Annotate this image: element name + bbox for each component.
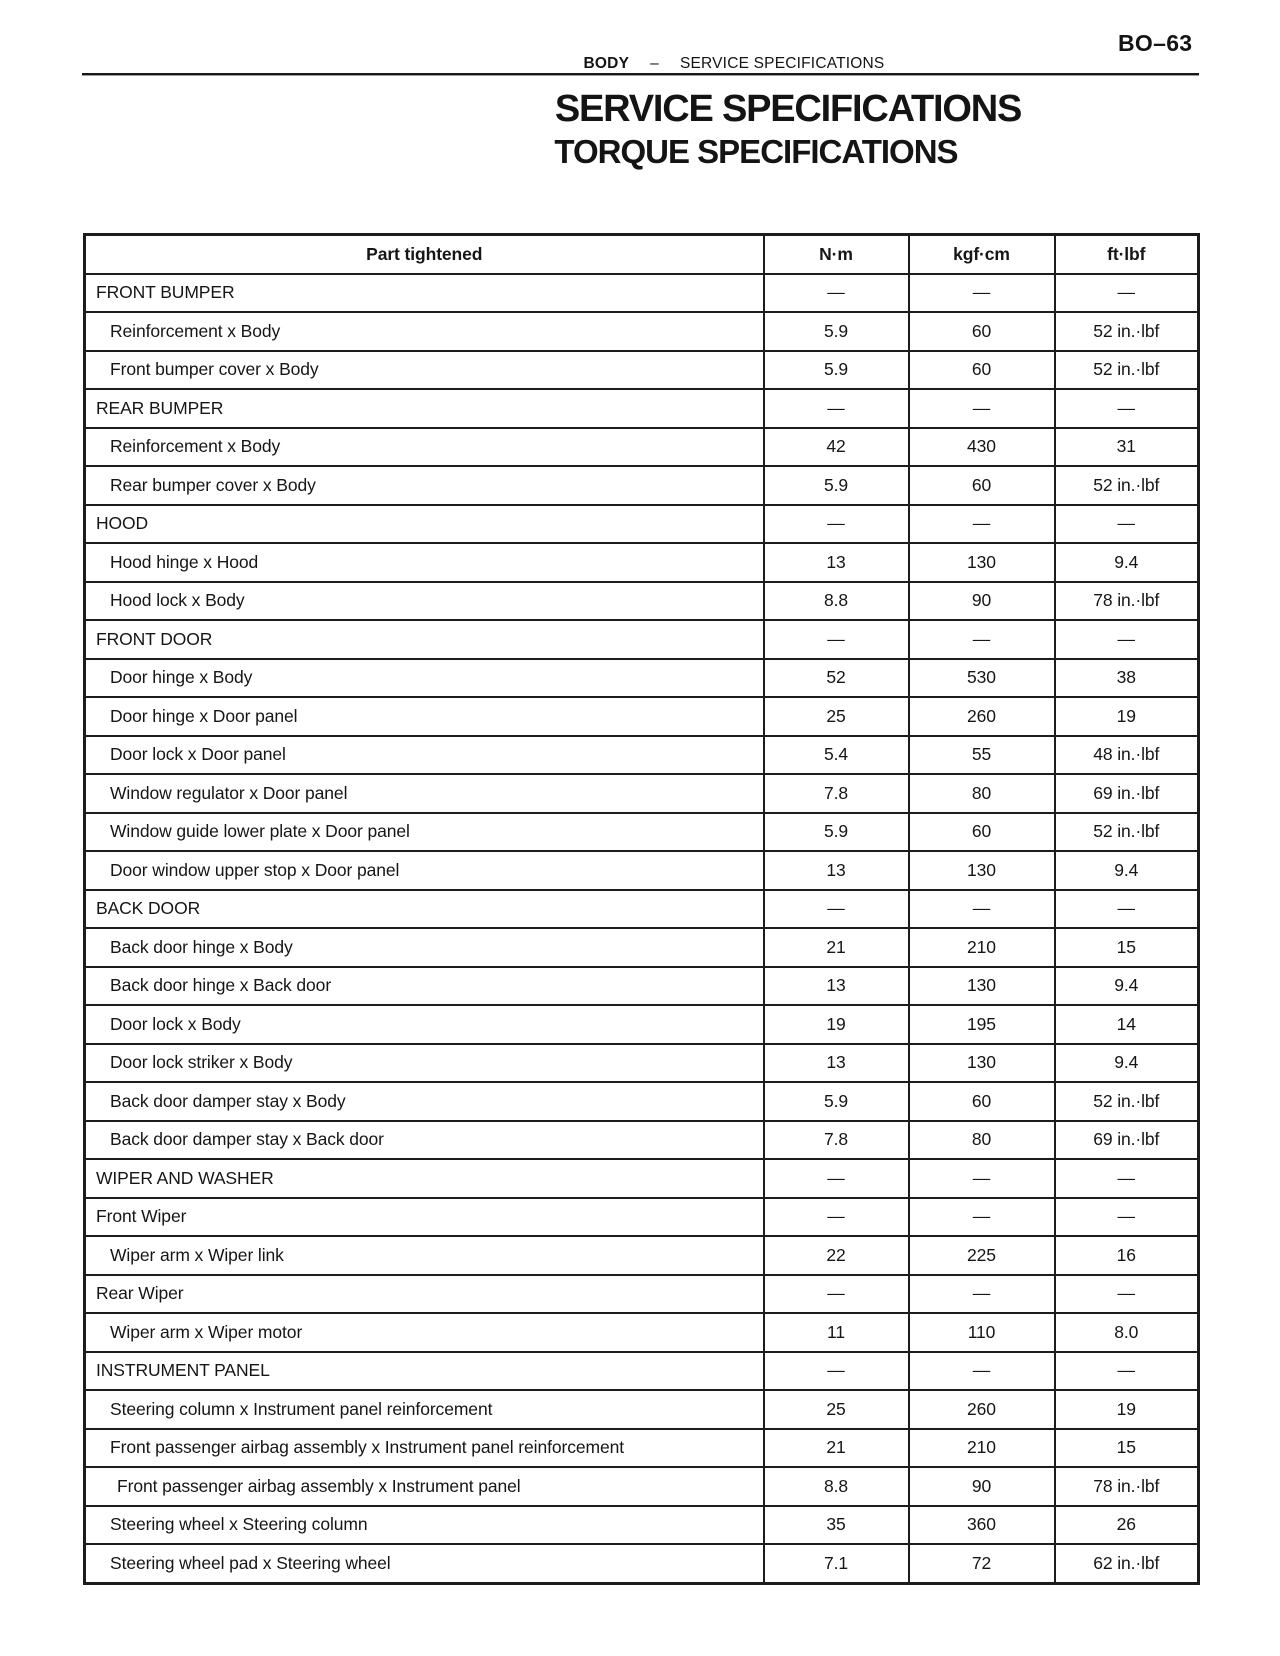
ft-lbf-cell: 69 in.·lbf <box>1055 1121 1199 1160</box>
nm-cell: 8.8 <box>764 582 909 621</box>
ft-lbf-cell: — <box>1055 1275 1199 1314</box>
kgf-cm-cell: 225 <box>909 1236 1055 1275</box>
table-row <box>85 1352 1199 1391</box>
nm-cell: — <box>764 505 909 544</box>
part-cell: Window guide lower plate x Door panel <box>85 813 764 852</box>
ft-lbf-cell: 78 in.·lbf <box>1055 582 1199 621</box>
kgf-cm-cell: 130 <box>909 851 1055 890</box>
nm-cell: 21 <box>764 1429 909 1468</box>
kgf-cm-cell: 130 <box>909 967 1055 1006</box>
table-row <box>85 851 1199 890</box>
kgf-cm-cell: 55 <box>909 736 1055 775</box>
kgf-cm-cell: 110 <box>909 1313 1055 1352</box>
nm-cell: 35 <box>764 1506 909 1545</box>
part-cell: Door lock x Door panel <box>85 736 764 775</box>
nm-cell: 7.1 <box>764 1544 909 1583</box>
ft-lbf-cell: — <box>1055 890 1199 929</box>
header-rule <box>82 73 1199 76</box>
nm-cell: — <box>764 1352 909 1391</box>
column-header-ft-lbf: ft·lbf <box>1055 235 1199 274</box>
part-cell: Door lock striker x Body <box>85 1044 764 1083</box>
nm-cell: 25 <box>764 1390 909 1429</box>
kgf-cm-cell: 260 <box>909 697 1055 736</box>
table-row <box>85 1313 1199 1352</box>
part-cell: Window regulator x Door panel <box>85 774 764 813</box>
kgf-cm-cell: 360 <box>909 1506 1055 1545</box>
ft-lbf-cell: — <box>1055 1159 1199 1198</box>
kgf-cm-cell: 60 <box>909 351 1055 390</box>
table-row <box>85 351 1199 390</box>
kgf-cm-cell: — <box>909 389 1055 428</box>
table-row <box>85 890 1199 929</box>
ft-lbf-cell: 8.0 <box>1055 1313 1199 1352</box>
part-cell: FRONT DOOR <box>85 620 764 659</box>
table-row <box>85 389 1199 428</box>
torque-table-body <box>85 274 1199 1584</box>
column-header-nm: N·m <box>764 235 909 274</box>
part-cell: Rear bumper cover x Body <box>85 466 764 505</box>
nm-cell: 5.9 <box>764 351 909 390</box>
ft-lbf-cell: 69 in.·lbf <box>1055 774 1199 813</box>
table-row <box>85 274 1199 313</box>
breadcrumb <box>584 55 885 73</box>
kgf-cm-cell: — <box>909 1275 1055 1314</box>
part-cell: Reinforcement x Body <box>85 312 764 351</box>
ft-lbf-cell: — <box>1055 505 1199 544</box>
kgf-cm-cell: 210 <box>909 928 1055 967</box>
table-row <box>85 1159 1199 1198</box>
part-cell: Wiper arm x Wiper link <box>85 1236 764 1275</box>
ft-lbf-cell: 52 in.·lbf <box>1055 813 1199 852</box>
kgf-cm-cell: 260 <box>909 1390 1055 1429</box>
kgf-cm-cell: — <box>909 1352 1055 1391</box>
table-row <box>85 813 1199 852</box>
nm-cell: — <box>764 1275 909 1314</box>
kgf-cm-cell: 60 <box>909 312 1055 351</box>
ft-lbf-cell: 9.4 <box>1055 851 1199 890</box>
kgf-cm-cell: — <box>909 1159 1055 1198</box>
part-cell: Front passenger airbag assembly x Instrument panel <box>85 1467 764 1506</box>
kgf-cm-cell: — <box>909 1198 1055 1237</box>
table-row <box>85 774 1199 813</box>
table-row <box>85 466 1199 505</box>
ft-lbf-cell: — <box>1055 1198 1199 1237</box>
nm-cell: — <box>764 1159 909 1198</box>
part-cell: Wiper arm x Wiper motor <box>85 1313 764 1352</box>
kgf-cm-cell: 430 <box>909 428 1055 467</box>
part-cell: Rear Wiper <box>85 1275 764 1314</box>
ft-lbf-cell: 52 in.·lbf <box>1055 466 1199 505</box>
nm-cell: 52 <box>764 659 909 698</box>
nm-cell: 13 <box>764 1044 909 1083</box>
table-row <box>85 1236 1199 1275</box>
ft-lbf-cell: — <box>1055 274 1199 313</box>
ft-lbf-cell: 62 in.·lbf <box>1055 1544 1199 1583</box>
ft-lbf-cell: 52 in.·lbf <box>1055 312 1199 351</box>
breadcrumb-separator: – <box>650 55 659 72</box>
table-row <box>85 967 1199 1006</box>
part-cell: Door lock x Body <box>85 1005 764 1044</box>
part-cell: Front Wiper <box>85 1198 764 1237</box>
ft-lbf-cell: 16 <box>1055 1236 1199 1275</box>
nm-cell: 21 <box>764 928 909 967</box>
breadcrumb-section: BODY <box>583 55 630 72</box>
table-row <box>85 928 1199 967</box>
nm-cell: 5.9 <box>764 813 909 852</box>
table-row <box>85 620 1199 659</box>
part-cell: BACK DOOR <box>85 890 764 929</box>
table-row <box>85 1275 1199 1314</box>
part-cell: Door hinge x Body <box>85 659 764 698</box>
ft-lbf-cell: 38 <box>1055 659 1199 698</box>
table-row <box>85 1544 1199 1583</box>
part-cell: REAR BUMPER <box>85 389 764 428</box>
kgf-cm-cell: 80 <box>909 774 1055 813</box>
nm-cell: 19 <box>764 1005 909 1044</box>
part-cell: WIPER AND WASHER <box>85 1159 764 1198</box>
ft-lbf-cell: — <box>1055 1352 1199 1391</box>
part-cell: Door hinge x Door panel <box>85 697 764 736</box>
table-row <box>85 582 1199 621</box>
kgf-cm-cell: — <box>909 274 1055 313</box>
part-cell: Door window upper stop x Door panel <box>85 851 764 890</box>
kgf-cm-cell: — <box>909 890 1055 929</box>
kgf-cm-cell: 72 <box>909 1544 1055 1583</box>
kgf-cm-cell: — <box>909 620 1055 659</box>
kgf-cm-cell: 195 <box>909 1005 1055 1044</box>
part-cell: Reinforcement x Body <box>85 428 764 467</box>
nm-cell: 8.8 <box>764 1467 909 1506</box>
table-row <box>85 697 1199 736</box>
table-row <box>85 1467 1199 1506</box>
nm-cell: 7.8 <box>764 1121 909 1160</box>
ft-lbf-cell: — <box>1055 389 1199 428</box>
ft-lbf-cell: 31 <box>1055 428 1199 467</box>
table-row <box>85 1390 1199 1429</box>
ft-lbf-cell: 52 in.·lbf <box>1055 1082 1199 1121</box>
part-cell: Hood lock x Body <box>85 582 764 621</box>
part-cell: Back door damper stay x Body <box>85 1082 764 1121</box>
part-cell: Steering wheel pad x Steering wheel <box>85 1544 764 1583</box>
nm-cell: 11 <box>764 1313 909 1352</box>
table-header-row <box>85 235 1199 274</box>
table-row <box>85 1121 1199 1160</box>
table-row <box>85 543 1199 582</box>
table-row <box>85 1082 1199 1121</box>
ft-lbf-cell: 9.4 <box>1055 543 1199 582</box>
ft-lbf-cell: 9.4 <box>1055 967 1199 1006</box>
column-header-part: Part tightened <box>85 235 764 274</box>
part-cell: Front bumper cover x Body <box>85 351 764 390</box>
nm-cell: 25 <box>764 697 909 736</box>
nm-cell: 7.8 <box>764 774 909 813</box>
kgf-cm-cell: 530 <box>909 659 1055 698</box>
torque-specifications-table <box>83 233 1200 1585</box>
nm-cell: 42 <box>764 428 909 467</box>
part-cell: Front passenger airbag assembly x Instrument panel reinforcement <box>85 1429 764 1468</box>
ft-lbf-cell: 48 in.·lbf <box>1055 736 1199 775</box>
page-subtitle: TORQUE SPECIFICATIONS <box>554 133 958 170</box>
kgf-cm-cell: 90 <box>909 582 1055 621</box>
table-row <box>85 736 1199 775</box>
table-row <box>85 428 1199 467</box>
ft-lbf-cell: 15 <box>1055 928 1199 967</box>
kgf-cm-cell: 130 <box>909 1044 1055 1083</box>
nm-cell: 5.9 <box>764 312 909 351</box>
nm-cell: 5.9 <box>764 1082 909 1121</box>
part-cell: FRONT BUMPER <box>85 274 764 313</box>
part-cell: Back door hinge x Back door <box>85 967 764 1006</box>
ft-lbf-cell: 19 <box>1055 697 1199 736</box>
table-row <box>85 312 1199 351</box>
nm-cell: — <box>764 890 909 929</box>
part-cell: Back door damper stay x Back door <box>85 1121 764 1160</box>
breadcrumb-subsection: SERVICE SPECIFICATIONS <box>679 55 885 72</box>
ft-lbf-cell: 15 <box>1055 1429 1199 1468</box>
page-number: BO–63 <box>1118 30 1193 56</box>
page-title: SERVICE SPECIFICATIONS <box>554 88 1022 130</box>
nm-cell: 13 <box>764 967 909 1006</box>
nm-cell: — <box>764 389 909 428</box>
kgf-cm-cell: — <box>909 505 1055 544</box>
column-header-kgf-cm: kgf·cm <box>909 235 1055 274</box>
nm-cell: — <box>764 1198 909 1237</box>
nm-cell: 13 <box>764 851 909 890</box>
ft-lbf-cell: 9.4 <box>1055 1044 1199 1083</box>
nm-cell: 5.4 <box>764 736 909 775</box>
ft-lbf-cell: 52 in.·lbf <box>1055 351 1199 390</box>
kgf-cm-cell: 60 <box>909 466 1055 505</box>
nm-cell: 13 <box>764 543 909 582</box>
kgf-cm-cell: 90 <box>909 1467 1055 1506</box>
table-row <box>85 1198 1199 1237</box>
nm-cell: — <box>764 274 909 313</box>
table-row <box>85 1506 1199 1545</box>
kgf-cm-cell: 80 <box>909 1121 1055 1160</box>
ft-lbf-cell: — <box>1055 620 1199 659</box>
part-cell: Steering column x Instrument panel reinforcement <box>85 1390 764 1429</box>
table-row <box>85 1044 1199 1083</box>
nm-cell: 5.9 <box>764 466 909 505</box>
kgf-cm-cell: 210 <box>909 1429 1055 1468</box>
part-cell: Steering wheel x Steering column <box>85 1506 764 1545</box>
table-row <box>85 505 1199 544</box>
part-cell: Hood hinge x Hood <box>85 543 764 582</box>
table-row <box>85 1005 1199 1044</box>
ft-lbf-cell: 78 in.·lbf <box>1055 1467 1199 1506</box>
ft-lbf-cell: 14 <box>1055 1005 1199 1044</box>
kgf-cm-cell: 60 <box>909 1082 1055 1121</box>
part-cell: INSTRUMENT PANEL <box>85 1352 764 1391</box>
kgf-cm-cell: 130 <box>909 543 1055 582</box>
part-cell: HOOD <box>85 505 764 544</box>
nm-cell: — <box>764 620 909 659</box>
ft-lbf-cell: 26 <box>1055 1506 1199 1545</box>
part-cell: Back door hinge x Body <box>85 928 764 967</box>
nm-cell: 22 <box>764 1236 909 1275</box>
ft-lbf-cell: 19 <box>1055 1390 1199 1429</box>
table-row <box>85 1429 1199 1468</box>
kgf-cm-cell: 60 <box>909 813 1055 852</box>
table-row <box>85 659 1199 698</box>
